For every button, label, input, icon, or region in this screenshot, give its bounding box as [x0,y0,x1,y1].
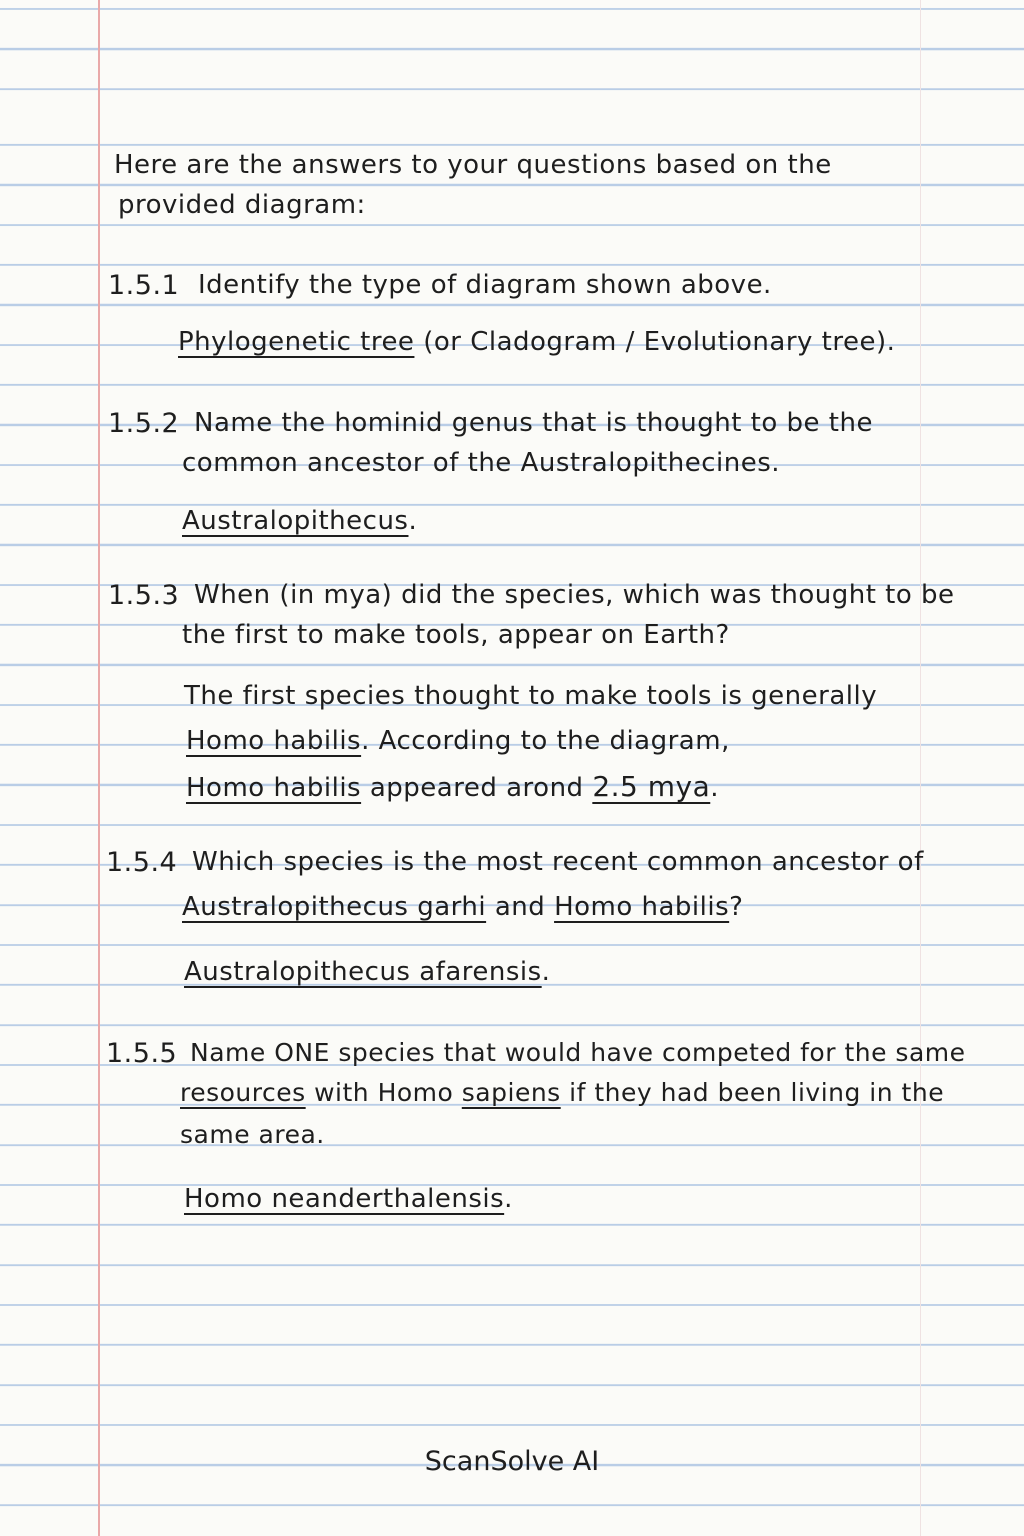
answer-3-line-3-mid: appeared arond [361,773,593,803]
answer-1-rest: (or Cladogram / Evolutionary tree). [414,327,896,357]
answer-3-species-1: Homo habilis [186,726,362,756]
question-5-line-2 [180,1078,944,1107]
question-1-text: Identify the type of diagram shown above. [198,270,772,300]
answer-3-line-3-end: . [710,773,720,803]
question-5-line-2-rest: if they had been living in the [560,1078,945,1107]
question-number-1: 1.5.1 [108,270,180,301]
answer-2 [182,506,417,536]
question-number-2: 1.5.2 [108,408,180,439]
question-4-end: ? [729,892,744,922]
answer-5-underlined: Homo neanderthalensis [184,1184,505,1214]
question-4-line-1: Which species is the most recent common ancestor of [192,847,924,877]
question-4-and: and [486,892,555,922]
answer-3-value: 2.5 mya [592,770,711,803]
answer-5 [184,1184,513,1214]
answer-1-underlined: Phylogenetic tree [178,327,415,357]
question-number-5: 1.5.5 [106,1038,178,1069]
question-5-line-1: Name ONE species that would have competed for the same [190,1038,966,1067]
right-margin-line [920,0,921,1536]
answer-4-rest: . [541,957,551,987]
question-2-line-1: Name the hominid genus that is thought to be the [194,408,873,438]
margin-line [98,0,100,1536]
answer-4-underlined: Australopithecus afarensis [184,957,542,987]
question-4-line-2 [182,892,743,922]
answer-1 [178,327,895,357]
intro-line-2: provided diagram: [118,190,366,220]
answer-3-species-2: Homo habilis [186,773,362,803]
question-5-with-homo: with Homo [305,1078,462,1107]
question-number-4: 1.5.4 [106,847,178,878]
question-3-line-2: the first to make tools, appear on Earth? [182,620,730,650]
question-2-line-2: common ancestor of the Australopithecines. [182,448,781,478]
answer-3-line-3 [186,770,719,803]
answer-3-line-2-rest: . According to the diagram, [361,726,730,756]
answer-4 [184,957,550,987]
answer-3-line-1: The first species thought to make tools is generally [184,681,878,711]
answer-2-rest: . [408,506,418,536]
answer-5-rest: . [504,1184,513,1214]
question-5-resources: resources [180,1078,306,1107]
question-3-line-1: When (in mya) did the species, which was thought to be [194,580,955,610]
answer-2-underlined: Australopithecus [182,506,409,536]
question-4-species-a: Australopithecus garhi [182,892,487,922]
question-5-line-3: same area. [180,1120,325,1149]
question-5-sapiens: sapiens [461,1078,561,1107]
question-4-species-b: Homo habilis [554,892,730,922]
question-number-3: 1.5.3 [108,580,180,611]
intro-line-1: Here are the answers to your questions based on the [114,150,832,180]
footer-brand: ScanSolve AI [424,1446,600,1477]
answer-3-line-2 [186,726,730,756]
